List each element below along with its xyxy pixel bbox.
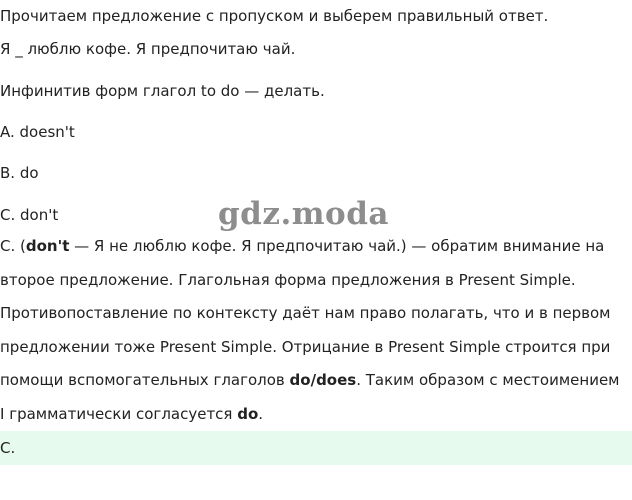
answer-text: C.	[0, 439, 16, 457]
explanation-bold-do-does: do/does	[289, 371, 357, 389]
answer-box	[0, 431, 632, 465]
watermark-logo: gdz.moda	[218, 196, 389, 232]
option-c: C. don't	[0, 206, 59, 224]
gap-sentence: Я _ люблю кофе. Я предпочитаю чай.	[0, 40, 296, 58]
explanation-paragraph	[0, 230, 628, 431]
explanation-text: — Я не люблю кофе. Я предпочитаю чай.) — обратим внимание на второе предложение. Глагольная форма предложения в Present Simple. Противопоставление по контексту даёт нам право полагать, что и в первом предложении тоже Present Simple. Отрицание в Present Simple строится при помощи вспомогательных глаголов	[0, 237, 611, 389]
explanation-text: C. (	[0, 237, 26, 255]
infinitive-note: Инфинитив форм глагол to do — делать.	[0, 82, 325, 100]
explanation-text: .	[258, 404, 264, 423]
explanation-bold-dont: don't	[25, 237, 70, 255]
explanation-text: . Таким образом с местоимением I грамматически согласуется	[0, 371, 620, 423]
option-b: B. do	[0, 164, 39, 182]
option-a: A. doesn't	[0, 123, 75, 141]
instruction-text: Прочитаем предложение с пропуском и выберем правильный ответ.	[0, 7, 549, 25]
explanation-bold-do: do	[237, 404, 259, 423]
